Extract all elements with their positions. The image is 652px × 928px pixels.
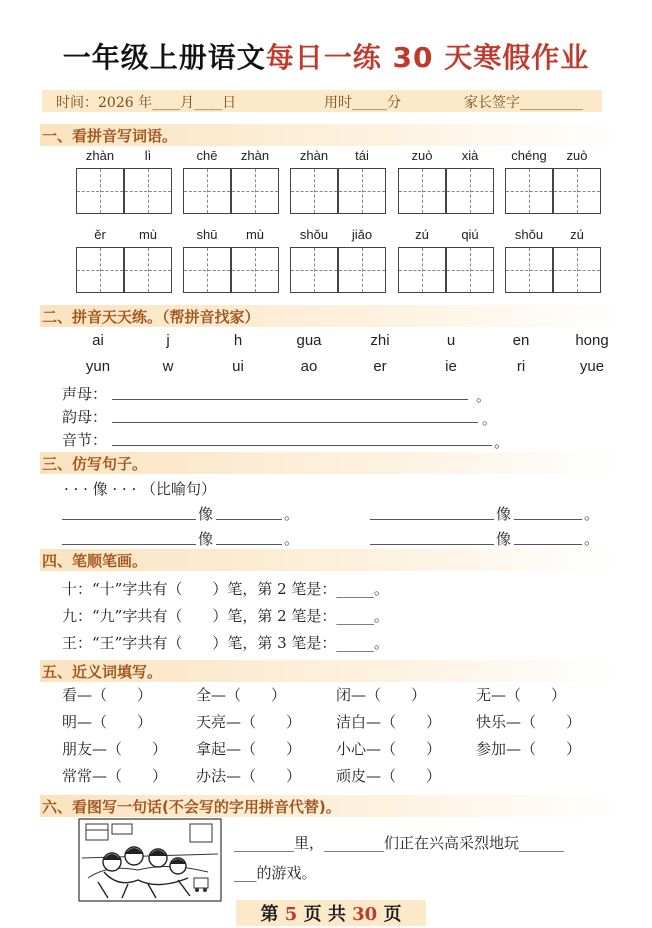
writing-cell[interactable] <box>553 247 601 293</box>
writing-cell[interactable] <box>231 168 279 214</box>
yunmu-label: 韵母： <box>62 408 108 426</box>
synonym-item[interactable]: 闭—（ ） <box>336 686 427 704</box>
writing-cell[interactable] <box>446 247 494 293</box>
pinyin-sort-item: j <box>166 332 170 349</box>
pinyin-label: ěr <box>94 227 106 242</box>
yinjie-label: 音节： <box>62 431 108 449</box>
xiang-1b: 像 <box>496 505 512 523</box>
imitate-blank-2b[interactable] <box>216 544 282 545</box>
end-1a: 。 <box>284 505 300 523</box>
writing-cell[interactable] <box>76 168 124 214</box>
synonym-item[interactable]: 快乐—（ ） <box>476 713 582 731</box>
synonym-item[interactable]: 天亮—（ ） <box>196 713 302 731</box>
writing-cell[interactable] <box>231 247 279 293</box>
imitate-blank-1c[interactable] <box>370 519 494 520</box>
yunmu-end: 。 <box>482 410 498 428</box>
imitate-blank-1a[interactable] <box>62 519 196 520</box>
title-part2: 每日一练 30 天寒假作业 <box>265 41 590 74</box>
picture-sentence-line1[interactable]: ________里，________们正在兴高采烈地玩______ <box>234 834 565 852</box>
imitate-blank-2d[interactable] <box>514 544 582 545</box>
current-page: 5 <box>284 904 298 925</box>
pinyin-label: mù <box>245 227 265 242</box>
pinyin-sort-item: hong <box>575 332 609 349</box>
imitate-blank-1d[interactable] <box>514 519 582 520</box>
imitate-blank-2c[interactable] <box>370 544 494 545</box>
synonym-item[interactable]: 洁白—（ ） <box>336 713 442 731</box>
pinyin-label: lì <box>144 148 152 163</box>
yinjie-end: 。 <box>494 433 510 451</box>
footer-pre: 第 <box>260 904 279 925</box>
stroke-item-1[interactable]: 十：“十”字共有（ ）笔，第 2 笔是：_____。 <box>62 580 389 598</box>
stroke-item-2[interactable]: 九：“九”字共有（ ）笔，第 2 笔是：_____。 <box>62 607 389 625</box>
imitate-prompt: · · · 像 · · · （比喻句） <box>64 480 216 498</box>
section-1-header: 一、看拼音写词语。 <box>40 124 620 146</box>
pinyin-sort-item: ri <box>516 358 526 375</box>
writing-cell[interactable] <box>124 247 172 293</box>
synonym-item[interactable]: 办法—（ ） <box>196 767 302 785</box>
writing-cell[interactable] <box>76 247 124 293</box>
picture-sentence-line2[interactable]: ___的游戏。 <box>234 864 317 882</box>
pinyin-sort-item: u <box>446 332 456 349</box>
end-2b: 。 <box>584 530 600 548</box>
synonym-item[interactable]: 小心—（ ） <box>336 740 442 758</box>
writing-cell[interactable] <box>290 247 338 293</box>
synonym-item[interactable]: 拿起—（ ） <box>196 740 302 758</box>
pinyin-sort-item: yue <box>579 358 605 375</box>
footer-mid: 页 共 <box>303 904 346 925</box>
pinyin-label: zú <box>570 227 584 242</box>
synonym-item[interactable]: 朋友—（ ） <box>62 740 168 758</box>
pinyin-sort-item: gua <box>296 332 322 349</box>
pinyin-label: chē <box>196 148 218 163</box>
pinyin-sort-item: ui <box>232 358 244 375</box>
pinyin-label: qiú <box>461 227 479 242</box>
writing-cell[interactable] <box>446 168 494 214</box>
stroke-item-3[interactable]: 王：“王”字共有（ ）笔，第 3 笔是：_____。 <box>62 634 389 652</box>
synonym-item[interactable]: 无—（ ） <box>476 686 567 704</box>
writing-cell[interactable] <box>124 168 172 214</box>
writing-cell[interactable] <box>505 168 553 214</box>
pinyin-label: shǒu <box>514 227 544 242</box>
writing-cell[interactable] <box>338 168 386 214</box>
synonym-item[interactable]: 全—（ ） <box>196 686 287 704</box>
page-title <box>0 36 652 76</box>
writing-cell[interactable] <box>505 247 553 293</box>
pinyin-label: zuò <box>411 148 433 163</box>
synonym-item[interactable]: 明—（ ） <box>62 713 153 731</box>
footer-post: 页 <box>383 904 402 925</box>
synonym-item[interactable]: 顽皮—（ ） <box>336 767 442 785</box>
section-2-header: 二、拼音天天练。（帮拼音找家） <box>40 305 620 327</box>
date-field[interactable]: 时间：2026 年____月____日 <box>56 95 237 111</box>
info-bar <box>42 90 602 112</box>
pinyin-label: xià <box>461 148 479 163</box>
imitate-blank-1b[interactable] <box>216 519 282 520</box>
pinyin-sort-item: ao <box>300 358 318 375</box>
shengmu-label: 声母： <box>62 385 108 403</box>
section-6-header: 六、看图写一句话(不会写的字用拼音代替)。 <box>40 795 620 817</box>
imitate-blank-2a[interactable] <box>62 544 196 545</box>
pinyin-label: zú <box>415 227 429 242</box>
shengmu-line[interactable] <box>112 399 468 400</box>
pinyin-label: jiǎo <box>351 227 373 242</box>
pinyin-label: zuò <box>566 148 588 163</box>
xiang-2a: 像 <box>198 530 214 548</box>
pinyin-label: tái <box>355 148 369 163</box>
end-2a: 。 <box>284 530 300 548</box>
writing-cell[interactable] <box>553 168 601 214</box>
writing-cell[interactable] <box>183 168 231 214</box>
synonym-item[interactable]: 参加—（ ） <box>476 740 582 758</box>
writing-cell[interactable] <box>398 168 446 214</box>
writing-cell[interactable] <box>183 247 231 293</box>
xiang-2b: 像 <box>496 530 512 548</box>
kids-playing-illustration <box>78 818 222 902</box>
shengmu-end: 。 <box>476 387 492 405</box>
writing-cell[interactable] <box>338 247 386 293</box>
pinyin-sort-item: er <box>373 358 387 375</box>
pinyin-label: shǒu <box>299 227 329 242</box>
total-pages: 30 <box>352 904 378 925</box>
xiang-1a: 像 <box>198 505 214 523</box>
pinyin-sort-item: en <box>512 332 530 349</box>
page-footer <box>236 900 426 926</box>
synonym-item[interactable]: 看—（ ） <box>62 686 153 704</box>
pinyin-sort-item: w <box>162 358 174 375</box>
time-used-field[interactable]: 用时_____分 <box>324 95 401 111</box>
writing-cell[interactable] <box>398 247 446 293</box>
section-4-header: 四、笔顺笔画。 <box>40 549 620 571</box>
pinyin-sort-item: ai <box>92 332 104 349</box>
writing-cell[interactable] <box>290 168 338 214</box>
yinjie-line[interactable] <box>112 445 492 446</box>
section-5-header: 五、近义词填写。 <box>40 660 620 682</box>
section-3-header: 三、仿写句子。 <box>40 452 620 474</box>
pinyin-sort-item: h <box>233 332 243 349</box>
pinyin-label: shū <box>196 227 218 242</box>
end-1b: 。 <box>584 505 600 523</box>
pinyin-label: chéng <box>511 148 547 163</box>
pinyin-label: mù <box>138 227 158 242</box>
synonym-item[interactable]: 常常—（ ） <box>62 767 168 785</box>
pinyin-sort-item: zhi <box>370 332 390 349</box>
title-part1: 一年级上册语文 <box>62 41 266 74</box>
pinyin-sort-item: yun <box>85 358 111 375</box>
pinyin-label: zhàn <box>240 148 270 163</box>
yunmu-line[interactable] <box>112 422 478 423</box>
pinyin-label: zhàn <box>85 148 115 163</box>
pinyin-sort-item: ie <box>445 358 457 375</box>
pinyin-label: zhàn <box>299 148 329 163</box>
parent-sign-field[interactable]: 家长签字_________ <box>464 95 583 111</box>
